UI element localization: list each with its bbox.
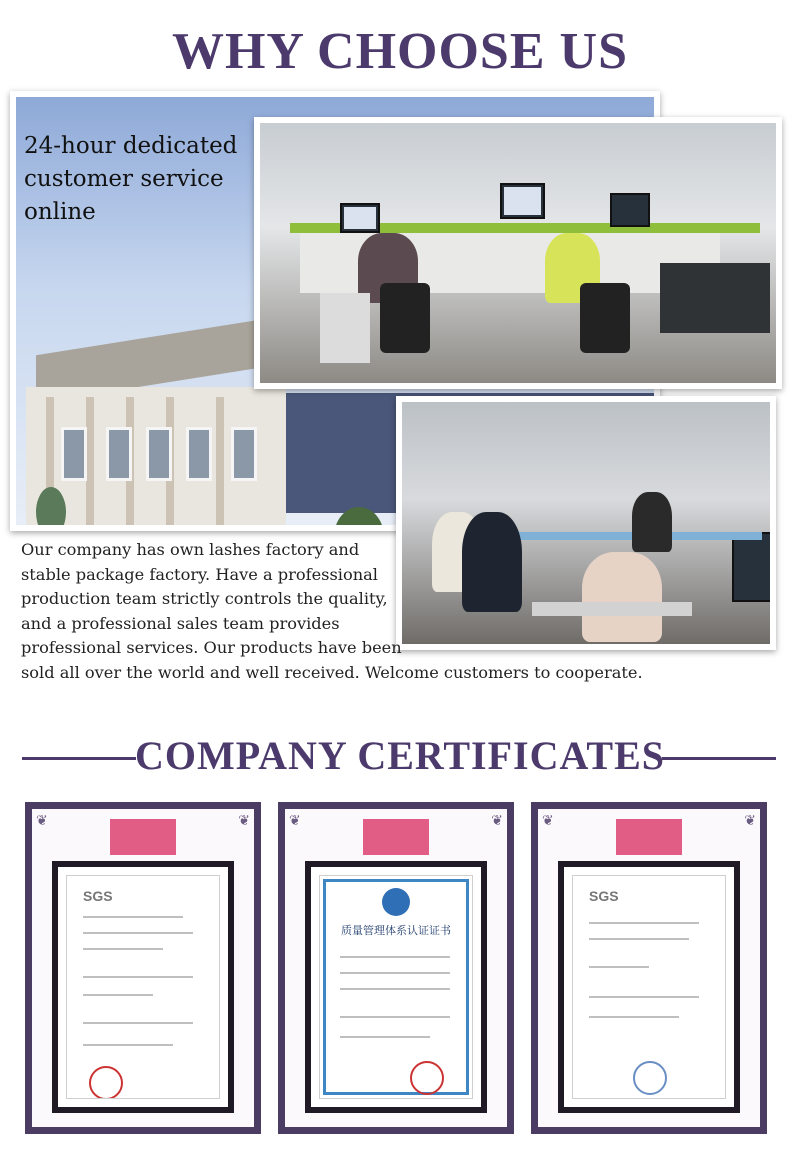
corner-ornament-icon: ❦ — [491, 813, 503, 829]
stamp-icon — [410, 1061, 444, 1095]
company-description: Our company has own lashes factory and stable package factory. Have a professional production team strictly controls the quality, and a professional sales team provides professional services. Our products have been sold all over the world and well received. Welcome customers to cooperate. — [21, 540, 643, 682]
certificates-heading-row — [0, 732, 800, 782]
certificate-3 — [531, 802, 767, 1134]
certificates-title: COMPANY CERTIFICATES — [134, 733, 666, 778]
certificate-title-cn: 质量管理体系认证证书 — [341, 924, 451, 937]
certificate-tab — [363, 819, 429, 855]
page-title: WHY CHOOSE US — [171, 23, 629, 80]
certificate-document — [66, 875, 220, 1099]
service-caption: 24-hour dedicated customer service online — [24, 133, 238, 225]
globe-logo-icon — [382, 888, 410, 916]
sgs-stamp-icon — [633, 1061, 667, 1095]
sgs-logo: SGS — [83, 888, 113, 904]
corner-ornament-icon: ❦ — [289, 813, 301, 829]
corner-ornament-icon: ❦ — [744, 813, 756, 829]
certificate-tab — [110, 819, 176, 855]
certificate-1 — [25, 802, 261, 1134]
certificate-document — [319, 875, 473, 1099]
certificate-document — [572, 875, 726, 1099]
certificate-2 — [278, 802, 514, 1134]
corner-ornament-icon: ❦ — [542, 813, 554, 829]
sgs-logo: SGS — [589, 888, 619, 904]
corner-ornament-icon: ❦ — [36, 813, 48, 829]
corner-ornament-icon: ❦ — [238, 813, 250, 829]
stamp-icon — [89, 1066, 123, 1099]
certificate-tab — [616, 819, 682, 855]
office-photo-1 — [254, 117, 782, 389]
